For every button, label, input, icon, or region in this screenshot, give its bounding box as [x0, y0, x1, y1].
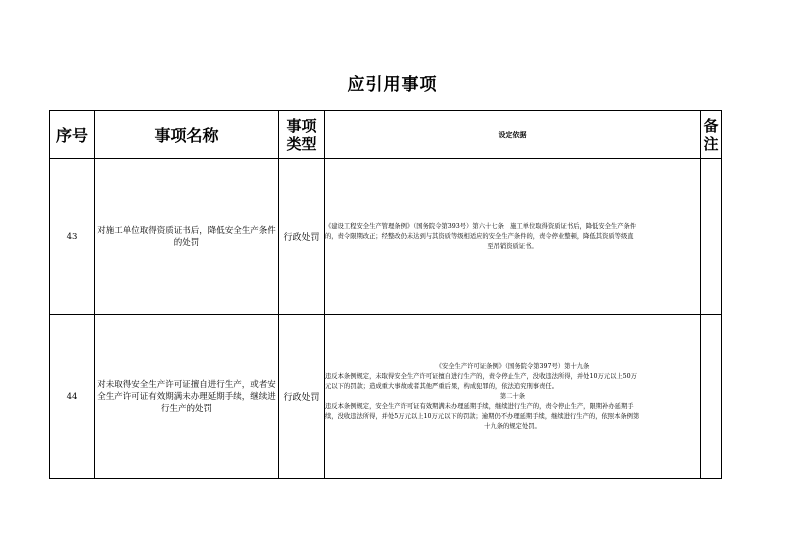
- header-type: [279, 111, 325, 159]
- header-type-line1: 事项: [286, 116, 317, 135]
- header-basis: 设定依据: [325, 111, 701, 159]
- row-basis: [325, 159, 701, 315]
- basis-line: 第二十条: [499, 392, 526, 400]
- basis-line: 违反本条例规定，安全生产许可证有效期满未办理延期手续，继续进行生产的，责令停止生产，限期补办延期手: [325, 402, 634, 410]
- row-note: [701, 315, 722, 479]
- header-seq: 序号: [50, 111, 95, 159]
- basis-line: 《安全生产许可证条例》（国务院令第397号）第十九条: [435, 362, 590, 370]
- row-type: 行政处罚: [279, 315, 325, 479]
- table-row: [50, 159, 722, 315]
- basis-line: 元以下的罚款；造成重大事故或者其他严重后果，构成犯罪的，依法追究刑事责任。: [325, 382, 558, 390]
- header-name: 事项名称: [95, 111, 279, 159]
- header-note-line1: 备: [703, 116, 719, 135]
- row-seq: 44: [50, 315, 95, 479]
- header-note-line2: 注: [703, 134, 719, 153]
- row-note: [701, 159, 722, 315]
- header-type-line2: 类型: [286, 134, 317, 153]
- basis-line: 《建设工程安全生产管理条例》（国务院令第393号）第六十七条 施工单位取得资质证书后，降低安全生产条件: [325, 222, 637, 230]
- row-type: 行政处罚: [279, 159, 325, 315]
- row-name: 对施工单位取得资质证书后，降低安全生产条件的处罚: [95, 159, 279, 315]
- table-header-row: [50, 111, 722, 159]
- basis-line: 至吊销资质证书。: [487, 242, 538, 250]
- basis-line: 违反本条例规定，未取得安全生产许可证擅自进行生产的，责令停止生产，没收违法所得，并处10万元以上50万: [325, 372, 637, 380]
- page-title: 应引用事项: [347, 75, 438, 95]
- row-seq: 43: [50, 159, 95, 315]
- items-table: [49, 110, 722, 479]
- row-name: 对未取得安全生产许可证擅自进行生产，或者安全生产许可证有效期满未办理延期手续，继续进行生产的处罚: [95, 315, 279, 479]
- basis-line: 续，没收违法所得，并处5万元以上10万元以下的罚款；逾期仍不办理延期手续，继续进行生产的，依照本条例第: [325, 412, 640, 420]
- header-note: [701, 111, 722, 159]
- table-row: [50, 315, 722, 479]
- row-basis: [325, 315, 701, 479]
- basis-line: 十九条的规定处罚。: [484, 422, 541, 430]
- basis-line: 的，责令限期改正；经整改仍未达到与其资质等级相适应的安全生产条件的，责令停业整顿，降低其资质等级直: [325, 232, 634, 240]
